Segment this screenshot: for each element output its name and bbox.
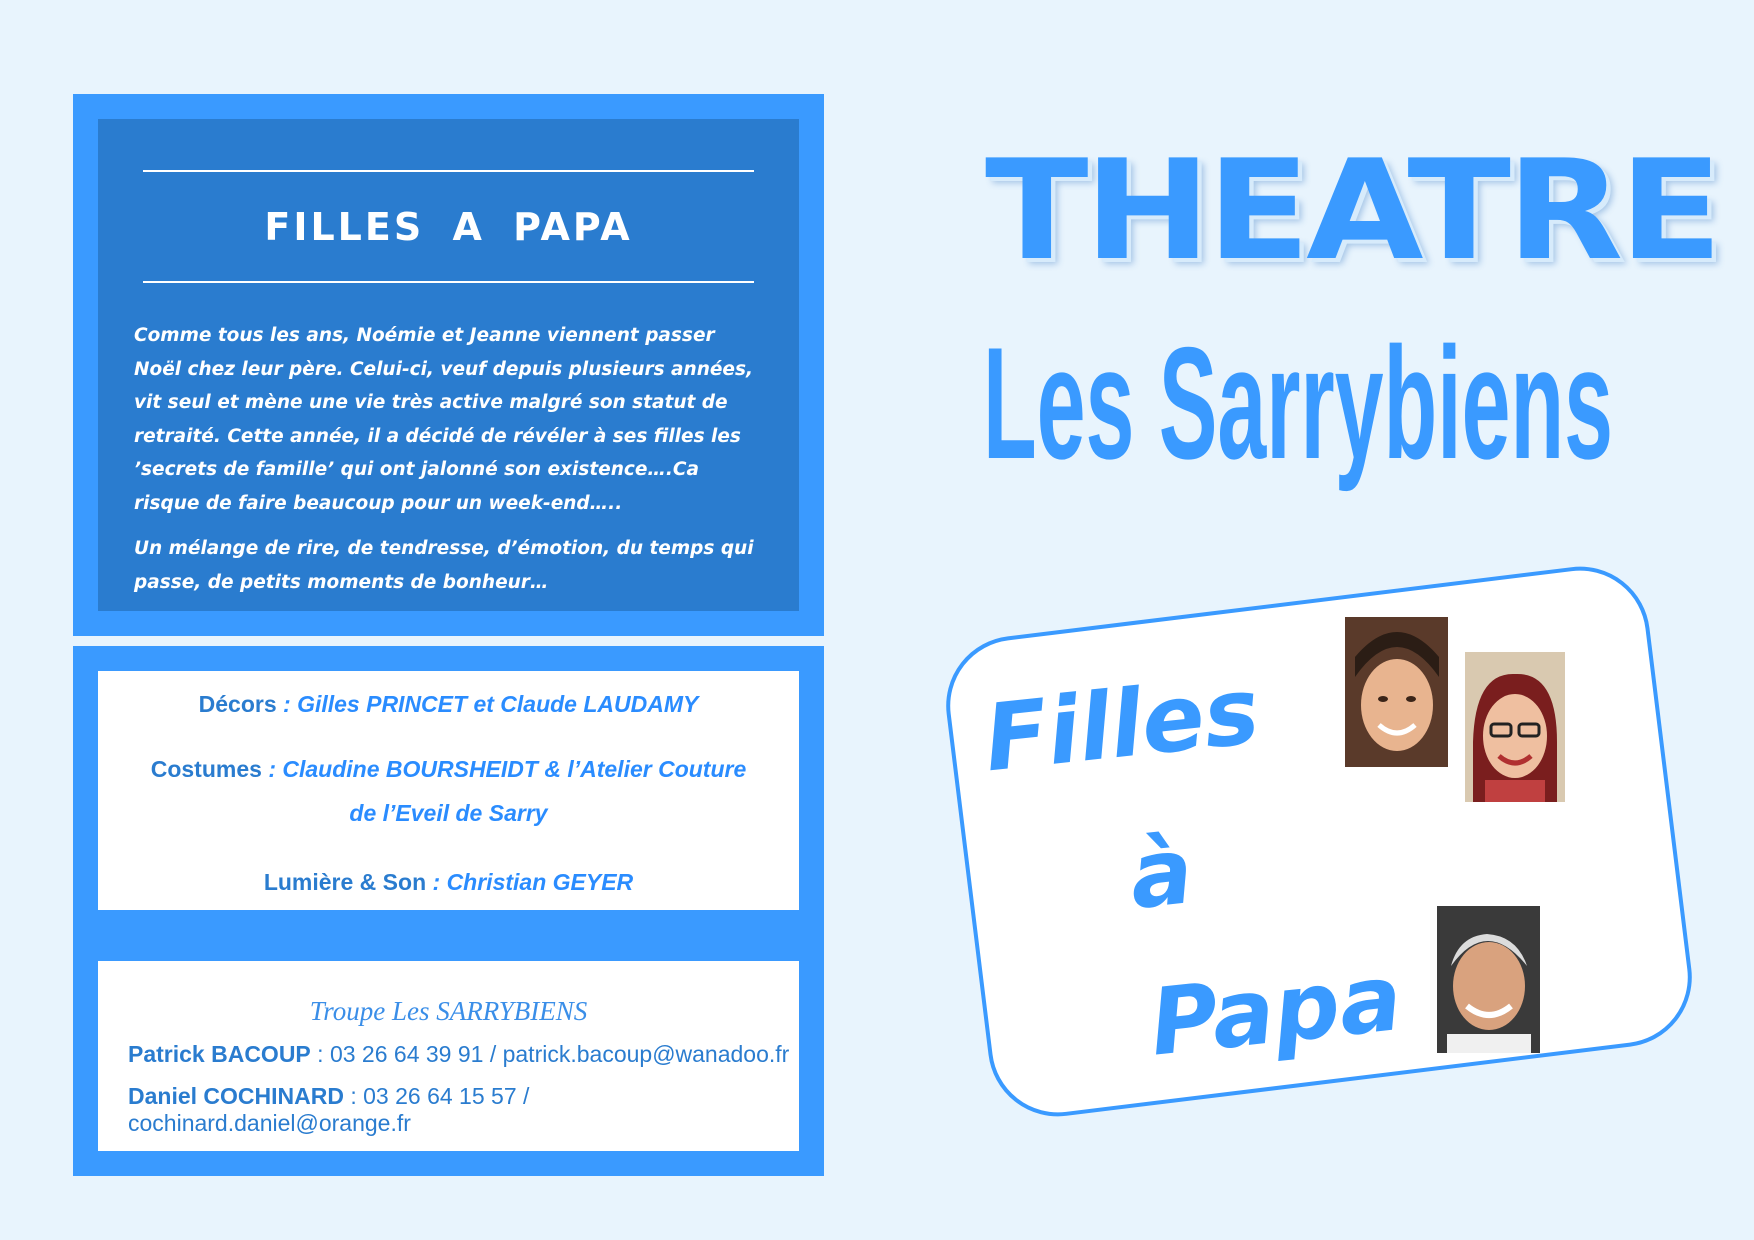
theatre-heading: THEATRE xyxy=(985,130,1719,291)
card-title xyxy=(979,650,1407,1090)
bottom-divider xyxy=(143,281,754,283)
credit-decors-label: Décors xyxy=(198,691,277,717)
info-panel xyxy=(73,646,824,1176)
synopsis-paragraph-2: Un mélange de rire, de tendresse, d’émotion, du temps qui passe, de petits moments de bonheur… xyxy=(134,538,754,593)
card-title-line-1: Filles xyxy=(979,657,1264,793)
actor-photo-1 xyxy=(1345,617,1448,767)
contact-details-1[interactable]: : 03 26 64 39 91 / patrick.bacoup@wanadoo.fr xyxy=(310,1041,790,1067)
portrait-icon xyxy=(1465,652,1565,802)
troupe-name-text: Les Sarrybiens xyxy=(983,313,1613,493)
credits-box xyxy=(98,671,799,910)
card-title-line-2: à xyxy=(1124,817,1198,930)
actor-photo-3 xyxy=(1437,906,1540,1053)
contact-name-1: Patrick BACOUP xyxy=(128,1041,311,1067)
credit-decors xyxy=(98,691,799,718)
show-title: FILLES A PAPA xyxy=(264,205,633,249)
actor-photo-2 xyxy=(1465,652,1565,802)
contact-name-2: Daniel COCHINARD xyxy=(128,1083,344,1109)
credit-lumiere xyxy=(98,869,799,896)
synopsis-paragraph-1: Comme tous les ans, Noémie et Jeanne viennent passer Noël chez leur père. Celui-ci, veuf depuis plusieurs années, vit seul et mène une vie très active malgré son statut de retraité. Cette année, il a décidé de révéler à ses filles les ’secrets de famille’ qui ont jalonné son existence….Ca risque de faire beaucoup pour un week-end….. xyxy=(134,325,754,514)
contact-details-2[interactable]: : 03 26 64 15 57 / cochinard.daniel@orange.fr xyxy=(128,1083,530,1136)
contact-line-1 xyxy=(128,1041,789,1068)
contact-box xyxy=(98,961,799,1151)
portrait-icon xyxy=(1345,617,1448,767)
credit-lumiere-label: Lumière & Son xyxy=(263,869,427,895)
credit-decors-value: : Gilles PRINCET et Claude LAUDAMY xyxy=(283,691,699,717)
contact-line-2 xyxy=(128,1083,799,1137)
top-divider xyxy=(143,170,754,172)
credit-lumiere-value: : Christian GEYER xyxy=(432,869,634,895)
troupe-name-wordart xyxy=(968,292,1628,532)
synopsis-text xyxy=(134,319,763,611)
card-title-line-3: Papa xyxy=(1145,943,1407,1077)
synopsis-panel xyxy=(73,94,824,636)
troupe-title: Troupe Les SARRYBIENS xyxy=(309,996,588,1026)
portrait-icon xyxy=(1437,906,1540,1053)
credit-costumes xyxy=(138,747,759,835)
credit-costumes-value: : Claudine BOURSHEIDT & l’Atelier Couture de l’Eveil de Sarry xyxy=(268,756,747,826)
credit-costumes-label: Costumes xyxy=(150,756,262,782)
synopsis-box xyxy=(98,119,799,611)
